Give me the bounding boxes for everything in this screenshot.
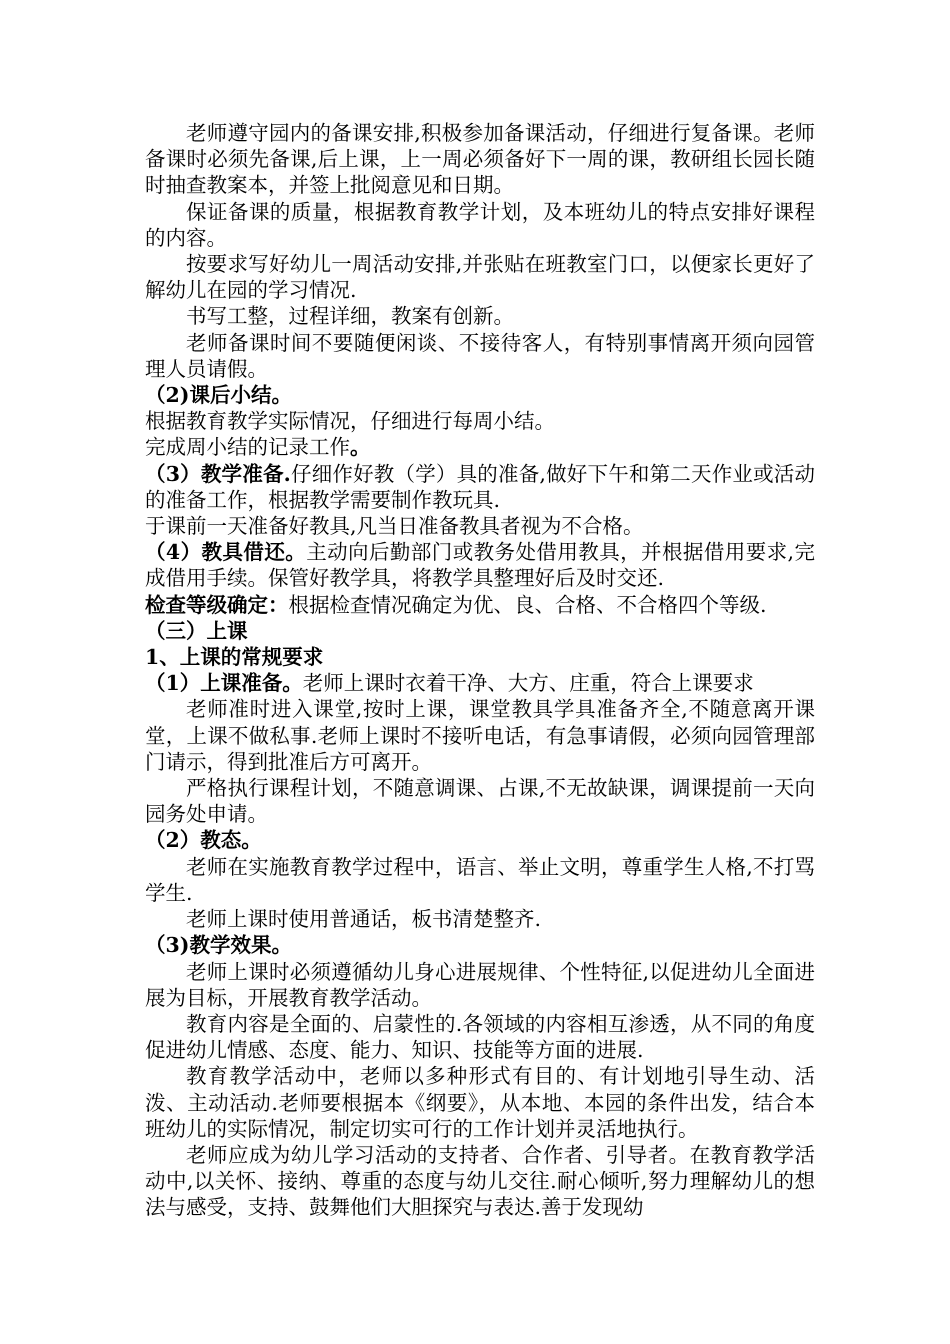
- heading-class-ready: （1）上课准备。: [145, 671, 303, 696]
- paragraph-content: 教育内容是全面的、启蒙性的.各领域的内容相互渗透，从不同的角度促进幼儿情感、态度、能力、知识、技能等方面的进展.: [145, 1011, 815, 1063]
- summary-record-text: 完成周小结的记录工作: [145, 435, 350, 460]
- document-body: [145, 120, 815, 1221]
- borrow-return-text: 主动向后勤部门或教务处借用教具，并根据借用要求,完成借用手续。保管好教学具，将教学具整理好后及时交还.: [145, 540, 816, 591]
- paragraph-teaching-prep: [145, 461, 815, 513]
- paragraph-activities: 教育教学活动中，老师以多种形式有目的、有计划地引导生动、活泼、主动活动.老师要根据本《纲要》，从本地、本园的条件出发，结合本班幼儿的实际情况，制定切实可行的工作计划并灵活地执行。: [145, 1064, 815, 1141]
- paragraph-civil-manner: 老师在实施教育教学过程中，语言、举止文明，尊重学生人格,不打骂学生.: [145, 854, 815, 905]
- paragraph-class-ready: [145, 670, 815, 696]
- heading-grading: 检查等级确定：: [145, 592, 289, 617]
- paragraph-lesson-prep-rules: 老师遵守园内的备课安排,积极参加备课活动，仔细进行复备课。老师备课时必须先备课,后上课，上一周必须备好下一周的课，教研组长园长随时抽查教案本，并签上批阅意见和日期。: [145, 121, 815, 198]
- paragraph-development: 老师上课时必须遵循幼儿身心进展规律、个性特征,以促进幼儿全面进展为目标，开展教育教学活动。: [145, 959, 815, 1010]
- paragraph-mandarin: 老师上课时使用普通话，板书清楚整齐.: [186, 907, 542, 932]
- paragraph-grading: [145, 592, 815, 618]
- grading-text: 根据检查情况确定为优、良、合格、不合格四个等级.: [288, 592, 767, 617]
- paragraph-teacher-role: 老师应成为幼儿学习活动的支持者、合作者、引导者。在教育教学活动中,以关怀、接纳、尊重的态度与幼儿交往.耐心倾听,努力理解幼儿的想法与感受，支持、鼓舞他们大胆探究与表达.善于发现幼: [145, 1142, 815, 1220]
- heading-teaching-prep: （3）教学准备.: [145, 461, 291, 486]
- class-ready-text: 老师上课时衣着干净、大方、庄重，符合上课要求: [302, 671, 754, 696]
- paragraph-course-plan: 严格执行课程计划，不随意调课、占课,不无故缺课，调课提前一天向园务处申请。: [145, 776, 815, 827]
- paragraph-writing: 书写工整，过程详细，教案有创新。: [186, 304, 514, 329]
- heading-section-class: （三）上课: [145, 618, 248, 643]
- heading-teaching-effect: （3)教学效果。: [145, 933, 292, 958]
- paragraph-punctuality: 老师准时进入课堂,按时上课，课堂教具学具准备齐全,不随意离开课堂，上课不做私事.老师上课时不接听电话，有急事请假，必须向园管理部门请示，得到批准后方可离开。: [145, 697, 815, 774]
- paragraph-prep-deadline: 于课前一天准备好教具,凡当日准备教具者视为不合格。: [145, 514, 644, 539]
- heading-class-rules: 1、上课的常规要求: [145, 645, 324, 670]
- paragraph-leave: 老师备课时间不要随便闲谈、不接待客人，有特别事情离开须向园管理人员请假。: [145, 330, 815, 381]
- paragraph-prep-quality: 保证备课的质量，根据教育教学计划，及本班幼儿的特点安排好课程的内容。: [145, 199, 815, 250]
- paragraph-weekly-summary: 根据教育教学实际情况，仔细进行每周小结。: [145, 409, 555, 434]
- paragraph-borrow-return: [145, 539, 815, 591]
- heading-after-class-summary: （2)课后小结。: [145, 383, 292, 408]
- heading-manner: （2）教态。: [145, 828, 262, 853]
- paragraph-weekly-schedule: 按要求写好幼儿一周活动安排,并张贴在班教室门口，以便家长更好了解幼儿在园的学习情况.: [145, 252, 815, 303]
- paragraph-summary-record: [145, 434, 815, 460]
- teaching-prep-text: 仔细作好教（学）具的准备,做好下午和第二天作业或活动的准备工作，根据教学需要制作教玩具.: [145, 461, 815, 512]
- summary-record-stop: 。: [350, 435, 371, 460]
- heading-borrow-return: （4）教具借还。: [145, 540, 307, 565]
